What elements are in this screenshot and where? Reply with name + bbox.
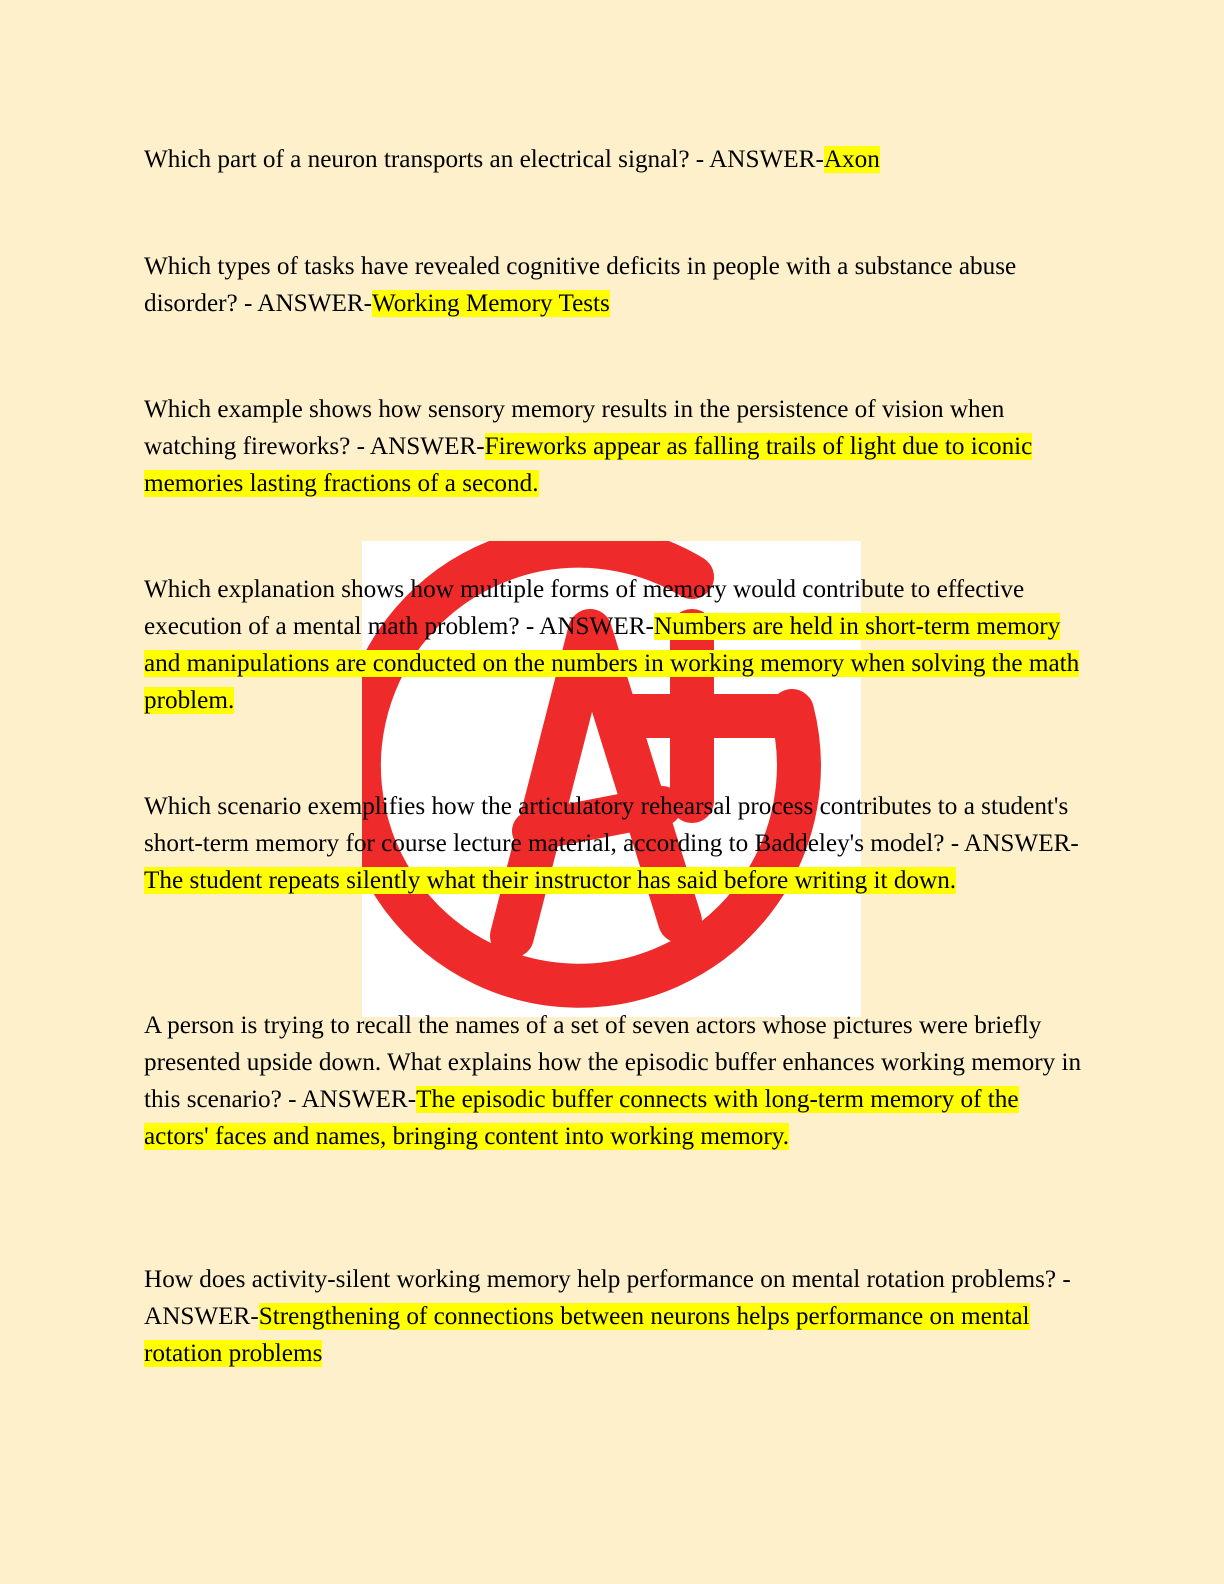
question-text: Which example shows how sensory memory results in the persistence of vision when watching fireworks? - ANSWER- [144,396,1005,460]
qa-item [144,391,1084,502]
question-text: How does activity-silent working memory help performance on mental rotation problems? - ANSWER- [144,1266,1071,1330]
qa-item [144,141,1084,178]
answer-highlight: Working Memory Tests [372,290,610,317]
answer-highlight: Axon [823,146,880,173]
answer-highlight: Numbers are held in short-term memory and manipulations are conducted on the numbers in working memory when solving the math problem. [144,613,1080,714]
question-text: A person is trying to recall the names of a set of seven actors whose pictures were briefly presented upside down. What explains how the episodic buffer enhances working memory in this scenario? - ANSWER- [144,1012,1082,1113]
question-text: Which part of a neuron transports an electrical signal? - ANSWER- [144,146,824,173]
answer-highlight: The student repeats silently what their instructor has said before writing it down. [144,867,957,894]
qa-item [144,248,1084,322]
qa-item [144,571,1084,719]
qa-item [144,1007,1084,1155]
answer-highlight: Fireworks appear as falling trails of light due to iconic memories lasting fractions of a second. [144,433,1033,497]
qa-item [144,1261,1084,1372]
answer-highlight: The episodic buffer connects with long-term memory of the actors' faces and names, bringing content into working memory. [144,1086,1019,1150]
qa-item [144,788,1084,899]
answer-highlight: Strengthening of connections between neurons helps performance on mental rotation problems [144,1303,1030,1367]
question-text: Which scenario exemplifies how the articulatory rehearsal process contributes to a student's short-term memory for course lecture material, according to Baddeley's model? - ANSWER- [144,793,1079,857]
question-text: Which explanation shows how multiple forms of memory would contribute to effective execution of a mental math problem? - ANSWER- [144,576,1025,640]
question-text: Which types of tasks have revealed cognitive deficits in people with a substance abuse disorder? - ANSWER- [144,253,1017,317]
